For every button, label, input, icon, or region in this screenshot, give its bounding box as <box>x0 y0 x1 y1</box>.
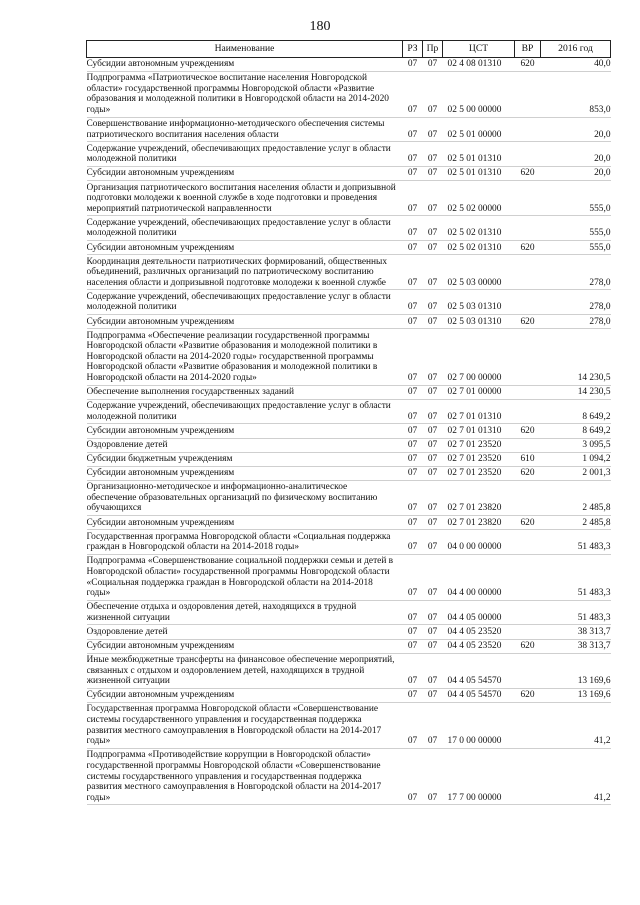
row-rz: 07 <box>403 181 423 216</box>
row-name: Обеспечение выполнения государственных заданий <box>87 385 403 399</box>
row-rz: 07 <box>403 216 423 241</box>
row-name: Субсидии автономным учреждениям <box>87 166 403 180</box>
row-amount: 2 485,8 <box>541 516 611 530</box>
row-vr <box>515 255 541 290</box>
table-row <box>87 748 611 804</box>
table-row <box>87 315 611 329</box>
row-rz: 07 <box>403 385 423 399</box>
row-pr: 07 <box>423 438 443 452</box>
row-rz: 07 <box>403 600 423 625</box>
row-name: Содержание учреждений, обеспечивающих предоставление услуг в области молодежной политики <box>87 142 403 167</box>
row-rz: 07 <box>403 166 423 180</box>
row-vr: 620 <box>515 166 541 180</box>
row-cst: 17 0 00 00000 <box>443 702 515 748</box>
row-pr: 07 <box>423 71 443 117</box>
row-pr: 07 <box>423 554 443 600</box>
row-pr: 07 <box>423 399 443 424</box>
row-name: Содержание учреждений, обеспечивающих предоставление услуг в области молодежной политики <box>87 290 403 315</box>
row-cst: 02 5 03 00000 <box>443 255 515 290</box>
row-cst: 02 5 02 01310 <box>443 216 515 241</box>
row-amount: 278,0 <box>541 315 611 329</box>
row-cst: 02 7 00 00000 <box>443 329 515 385</box>
row-vr <box>515 702 541 748</box>
row-amount: 20,0 <box>541 117 611 142</box>
row-name: Субсидии автономным учреждениям <box>87 57 403 71</box>
page-number: 180 <box>309 19 331 34</box>
table-body <box>87 57 611 805</box>
row-rz: 07 <box>403 480 423 515</box>
row-rz: 07 <box>403 688 423 702</box>
row-cst: 04 4 05 23520 <box>443 639 515 653</box>
row-pr: 07 <box>423 625 443 639</box>
row-cst: 02 7 01 01310 <box>443 399 515 424</box>
row-pr: 07 <box>423 702 443 748</box>
row-name: Совершенствование информационно-методического обеспечения системы патриотического воспитания населения области <box>87 117 403 142</box>
table-row <box>87 480 611 515</box>
row-rz: 07 <box>403 554 423 600</box>
row-amount: 51 483,3 <box>541 530 611 555</box>
row-amount: 555,0 <box>541 181 611 216</box>
table-row <box>87 181 611 216</box>
table-row <box>87 452 611 466</box>
column-header-pr: Пр <box>423 41 443 58</box>
row-cst: 02 7 01 23520 <box>443 466 515 480</box>
row-rz: 07 <box>403 290 423 315</box>
row-cst: 02 5 02 01310 <box>443 241 515 255</box>
column-header-rz: РЗ <box>403 41 423 58</box>
row-amount: 38 313,7 <box>541 625 611 639</box>
row-amount: 51 483,3 <box>541 600 611 625</box>
row-cst: 02 5 01 01310 <box>443 166 515 180</box>
row-vr: 620 <box>515 315 541 329</box>
table-header-row <box>87 41 611 58</box>
row-cst: 02 7 01 23520 <box>443 438 515 452</box>
row-cst: 02 7 01 23520 <box>443 452 515 466</box>
row-pr: 07 <box>423 166 443 180</box>
row-vr <box>515 438 541 452</box>
row-amount: 14 230,5 <box>541 385 611 399</box>
row-name: Организация патриотического воспитания населения области и допризывной подготовки молодежи к военной службе в ходе подготовки и проведения мероприятий патриотической направленности <box>87 181 403 216</box>
row-rz: 07 <box>403 142 423 167</box>
table-row <box>87 653 611 688</box>
row-rz: 07 <box>403 702 423 748</box>
row-rz: 07 <box>403 639 423 653</box>
row-amount: 20,0 <box>541 166 611 180</box>
row-rz: 07 <box>403 438 423 452</box>
row-rz: 07 <box>403 399 423 424</box>
row-pr: 07 <box>423 748 443 804</box>
row-pr: 07 <box>423 653 443 688</box>
row-cst: 04 4 05 00000 <box>443 600 515 625</box>
row-name: Подпрограмма «Совершенствование социальной поддержки семьи и детей в Новгородской области» государственной программы Новгородской области «Социальная поддержка граждан в Новгородской области на 2014-2018 годы» <box>87 554 403 600</box>
row-rz: 07 <box>403 653 423 688</box>
column-header-year: 2016 год <box>541 41 611 58</box>
row-amount: 13 169,6 <box>541 688 611 702</box>
row-vr: 620 <box>515 241 541 255</box>
table-row <box>87 399 611 424</box>
row-vr: 620 <box>515 57 541 71</box>
row-amount: 1 094,2 <box>541 452 611 466</box>
table-row <box>87 554 611 600</box>
table-row <box>87 241 611 255</box>
row-pr: 07 <box>423 600 443 625</box>
budget-table <box>86 40 611 805</box>
row-vr <box>515 290 541 315</box>
row-vr: 610 <box>515 452 541 466</box>
table-row <box>87 516 611 530</box>
row-pr: 07 <box>423 181 443 216</box>
row-vr: 620 <box>515 516 541 530</box>
row-rz: 07 <box>403 466 423 480</box>
row-vr <box>515 71 541 117</box>
row-cst: 04 4 05 23520 <box>443 625 515 639</box>
row-rz: 07 <box>403 315 423 329</box>
row-rz: 07 <box>403 452 423 466</box>
row-cst: 02 4 08 01310 <box>443 57 515 71</box>
table-row <box>87 438 611 452</box>
row-name: Подпрограмма «Обеспечение реализации государственной программы Новгородской области «Развитие образования и молодежной политики в Новгородской области на 2014-2020 годы» государственной программы Новгородской области «Развитие образования и молодежной политики в Новгородской области на 2014-2020 годы» <box>87 329 403 385</box>
row-amount: 41,2 <box>541 702 611 748</box>
row-name: Субсидии автономным учреждениям <box>87 315 403 329</box>
table-row <box>87 290 611 315</box>
row-amount: 555,0 <box>541 241 611 255</box>
column-header-cst: ЦСТ <box>443 41 515 58</box>
row-cst: 02 7 01 01310 <box>443 424 515 438</box>
row-amount: 2 001,3 <box>541 466 611 480</box>
row-amount: 555,0 <box>541 216 611 241</box>
row-pr: 07 <box>423 516 443 530</box>
row-name: Организационно-методическое и информационно-аналитическое обеспечение образовательных организаций по физическому воспитанию обучающихся <box>87 480 403 515</box>
row-cst: 02 7 01 23820 <box>443 516 515 530</box>
row-pr: 07 <box>423 241 443 255</box>
row-cst: 02 5 00 00000 <box>443 71 515 117</box>
row-name: Субсидии автономным учреждениям <box>87 241 403 255</box>
row-vr <box>515 329 541 385</box>
row-pr: 07 <box>423 530 443 555</box>
row-cst: 02 5 01 01310 <box>443 142 515 167</box>
row-pr: 07 <box>423 466 443 480</box>
row-rz: 07 <box>403 625 423 639</box>
row-name: Содержание учреждений, обеспечивающих предоставление услуг в области молодежной политики <box>87 399 403 424</box>
row-name: Оздоровление детей <box>87 625 403 639</box>
row-pr: 07 <box>423 255 443 290</box>
row-vr: 620 <box>515 424 541 438</box>
row-pr: 07 <box>423 452 443 466</box>
row-vr: 620 <box>515 466 541 480</box>
row-amount: 2 485,8 <box>541 480 611 515</box>
row-vr <box>515 625 541 639</box>
table-row <box>87 600 611 625</box>
table-row <box>87 625 611 639</box>
row-name: Субсидии автономным учреждениям <box>87 516 403 530</box>
row-name: Оздоровление детей <box>87 438 403 452</box>
row-pr: 07 <box>423 480 443 515</box>
row-pr: 07 <box>423 385 443 399</box>
row-vr <box>515 653 541 688</box>
row-cst: 02 7 01 23820 <box>443 480 515 515</box>
row-name: Субсидии автономным учреждениям <box>87 424 403 438</box>
row-vr <box>515 181 541 216</box>
row-amount: 14 230,5 <box>541 329 611 385</box>
row-pr: 07 <box>423 315 443 329</box>
row-amount: 853,0 <box>541 71 611 117</box>
row-pr: 07 <box>423 424 443 438</box>
row-amount: 278,0 <box>541 255 611 290</box>
row-cst: 02 5 03 01310 <box>443 315 515 329</box>
table-row <box>87 530 611 555</box>
row-pr: 07 <box>423 216 443 241</box>
row-amount: 8 649,2 <box>541 424 611 438</box>
row-cst: 04 4 00 00000 <box>443 554 515 600</box>
row-vr <box>515 142 541 167</box>
row-pr: 07 <box>423 117 443 142</box>
row-cst: 04 4 05 54570 <box>443 653 515 688</box>
row-vr <box>515 216 541 241</box>
row-name: Иные межбюджетные трансферты на финансовое обеспечение мероприятий, связанных с отдыхом и оздоровлением детей, находящихся в трудной жизненной ситуации <box>87 653 403 688</box>
row-cst: 02 5 03 01310 <box>443 290 515 315</box>
table-row <box>87 424 611 438</box>
column-header-name: Наименование <box>87 41 403 58</box>
row-name: Подпрограмма «Патриотическое воспитание населения Новгородской области» государственной программы Новгородской области «Развитие образования и молодежной политики в Новгородской области на 2014-2020 годы» <box>87 71 403 117</box>
table-row <box>87 329 611 385</box>
row-name: Государственная программа Новгородской области «Совершенствование системы государственного управления и государственная поддержка развития местного самоуправления в Новгородской области на 2014-2017 годы» <box>87 702 403 748</box>
row-rz: 07 <box>403 329 423 385</box>
row-name: Субсидии автономным учреждениям <box>87 688 403 702</box>
table-row <box>87 466 611 480</box>
table-row <box>87 639 611 653</box>
row-name: Обеспечение отдыха и оздоровления детей, находящихся в трудной жизненной ситуации <box>87 600 403 625</box>
row-name: Подпрограмма «Противодействие коррупции в Новгородской области» государственной программы Новгородской области «Совершенствование системы государственного управления и государственная поддержка развития местного самоуправления в Новгородской области на 2014-2017 годы» <box>87 748 403 804</box>
row-amount: 51 483,3 <box>541 554 611 600</box>
table-row <box>87 117 611 142</box>
row-vr <box>515 600 541 625</box>
row-vr <box>515 530 541 555</box>
row-amount: 41,2 <box>541 748 611 804</box>
row-amount: 278,0 <box>541 290 611 315</box>
row-name: Субсидии автономным учреждениям <box>87 639 403 653</box>
row-rz: 07 <box>403 71 423 117</box>
row-cst: 04 4 05 54570 <box>443 688 515 702</box>
row-vr <box>515 117 541 142</box>
row-name: Координация деятельности патриотических формирований, общественных объединений, различных организаций по патриотическому воспитанию населения области и допризывной подготовке молодежи к военной службе <box>87 255 403 290</box>
row-name: Содержание учреждений, обеспечивающих предоставление услуг в области молодежной политики <box>87 216 403 241</box>
row-vr <box>515 385 541 399</box>
row-rz: 07 <box>403 57 423 71</box>
row-vr: 620 <box>515 688 541 702</box>
table-row <box>87 166 611 180</box>
row-vr <box>515 480 541 515</box>
row-cst: 02 5 01 00000 <box>443 117 515 142</box>
row-rz: 07 <box>403 748 423 804</box>
row-vr: 620 <box>515 639 541 653</box>
table-row <box>87 71 611 117</box>
row-rz: 07 <box>403 117 423 142</box>
row-pr: 07 <box>423 142 443 167</box>
row-pr: 07 <box>423 639 443 653</box>
row-name: Субсидии автономным учреждениям <box>87 466 403 480</box>
table-row <box>87 702 611 748</box>
table-row <box>87 688 611 702</box>
row-vr <box>515 554 541 600</box>
row-amount: 3 095,5 <box>541 438 611 452</box>
row-cst: 04 0 00 00000 <box>443 530 515 555</box>
row-cst: 02 7 01 00000 <box>443 385 515 399</box>
row-pr: 07 <box>423 57 443 71</box>
row-amount: 38 313,7 <box>541 639 611 653</box>
row-cst: 17 7 00 00000 <box>443 748 515 804</box>
table-row <box>87 57 611 71</box>
table-row <box>87 255 611 290</box>
row-pr: 07 <box>423 290 443 315</box>
table-row <box>87 142 611 167</box>
row-rz: 07 <box>403 255 423 290</box>
table-row <box>87 385 611 399</box>
table-row <box>87 216 611 241</box>
row-rz: 07 <box>403 241 423 255</box>
row-amount: 8 649,2 <box>541 399 611 424</box>
column-header-vr: ВР <box>515 41 541 58</box>
row-cst: 02 5 02 00000 <box>443 181 515 216</box>
row-amount: 13 169,6 <box>541 653 611 688</box>
row-pr: 07 <box>423 329 443 385</box>
row-rz: 07 <box>403 424 423 438</box>
row-rz: 07 <box>403 530 423 555</box>
row-amount: 20,0 <box>541 142 611 167</box>
row-name: Государственная программа Новгородской области «Социальная поддержка граждан в Новгородской области на 2014-2018 годы» <box>87 530 403 555</box>
row-vr <box>515 748 541 804</box>
row-pr: 07 <box>423 688 443 702</box>
row-vr <box>515 399 541 424</box>
row-rz: 07 <box>403 516 423 530</box>
row-amount: 40,0 <box>541 57 611 71</box>
row-name: Субсидии бюджетным учреждениям <box>87 452 403 466</box>
